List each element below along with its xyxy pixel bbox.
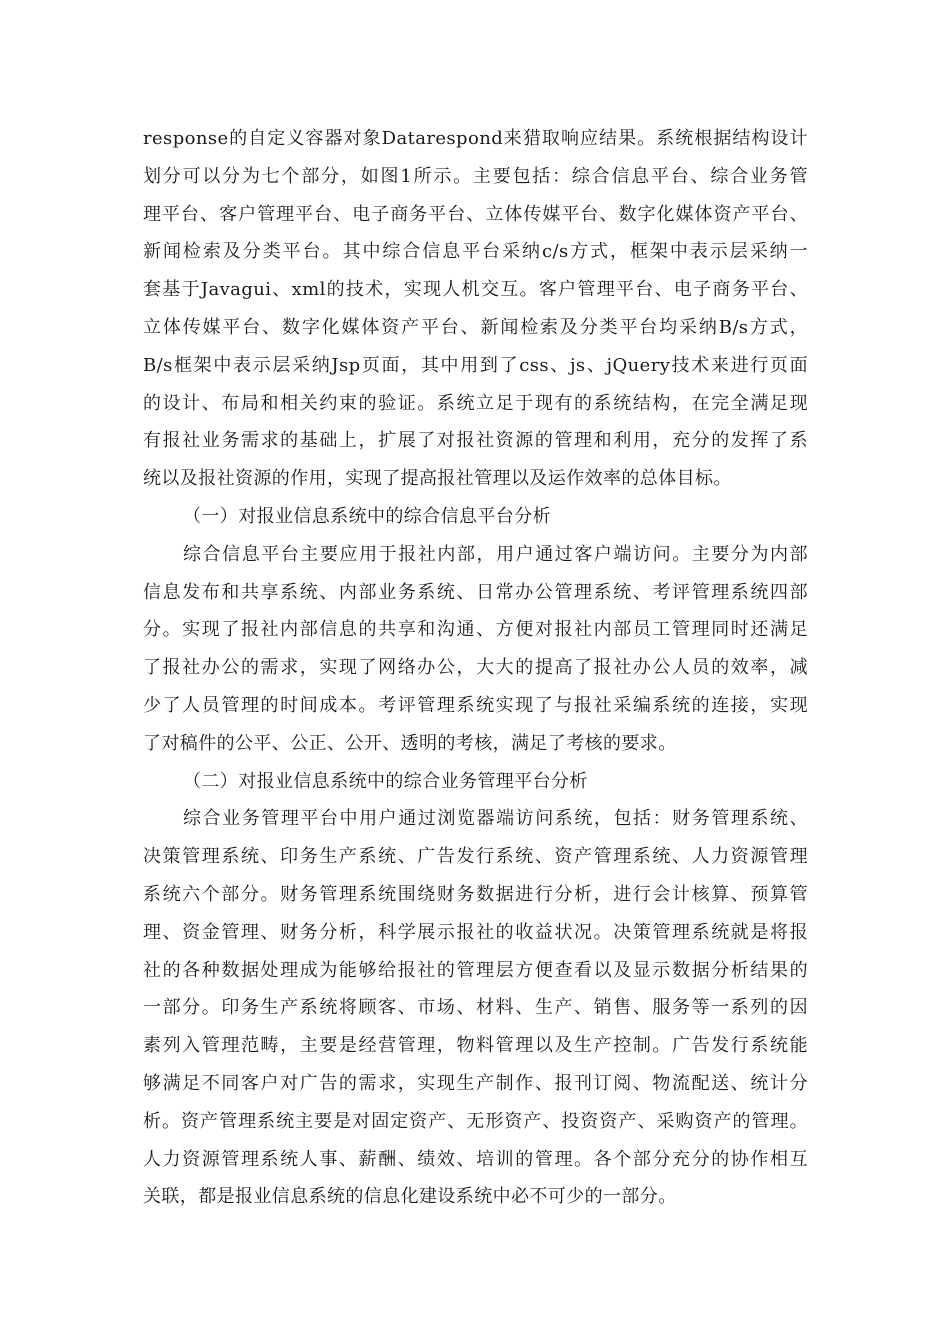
text-line: 分。实现了报社内部信息的共享和沟通、方便对报社内部员工管理同时还满足: [143, 619, 808, 641]
text-line: 析。资产管理系统主要是对固定资产、无形资产、投资资产、采购资产的管理。: [143, 1110, 808, 1132]
text-line: B/s框架中表示层采纳Jsp页面，其中用到了css、js、jQuery技术来进行页面: [143, 354, 808, 376]
text-line: 新闻检索及分类平台。其中综合信息平台采纳c/s方式，框架中表示层采纳一: [143, 241, 808, 263]
text-line: 少了人员管理的时间成本。考评管理系统实现了与报社采编系统的连接，实现: [143, 694, 808, 716]
text-line: 了报社办公的需求，实现了网络办公，大大的提高了报社办公人员的效率，减: [143, 657, 808, 679]
text-line: 有报社业务需求的基础上，扩展了对报社资源的管理和利用，充分的发挥了系: [143, 430, 808, 452]
text-line: 立体传媒平台、数字化媒体资产平台、新闻检索及分类平台均采纳B/s方式，: [143, 316, 808, 338]
text-line: 够满足不同客户对广告的需求，实现生产制作、报刊订阅、物流配送、统计分: [143, 1072, 808, 1094]
section-heading: （一）对报业信息系统中的综合信息平台分析: [183, 505, 551, 527]
text-line: 综合信息平台主要应用于报社内部，用户通过客户端访问。主要分为内部: [183, 543, 808, 565]
text-line: 社的各种数据处理成为能够给报社的管理层方便查看以及显示数据分析结果的: [143, 959, 808, 981]
text-line: response的自定义容器对象Datarespond来猎取响应结果。系统根据结构设计: [143, 128, 808, 149]
text-line: 信息发布和共享系统、内部业务系统、日常办公管理系统、考评管理系统四部: [143, 581, 808, 603]
section-heading: （二）对报业信息系统中的综合业务管理平台分析: [183, 770, 588, 792]
text-line: 综合业务管理平台中用户通过浏览器端访问系统，包括：财务管理系统、: [183, 808, 808, 830]
text-line: 理平台、客户管理平台、电子商务平台、立体传媒平台、数字化媒体资产平台、: [143, 203, 808, 225]
text-line: 理、资金管理、财务分析，科学展示报社的收益状况。决策管理系统就是将报: [143, 921, 808, 943]
body-text: [143, 120, 808, 1216]
text-line: 人力资源管理系统人事、薪酬、绩效、培训的管理。各个部分充分的协作相互: [143, 1148, 808, 1170]
text-line: 划分可以分为七个部分，如图1所示。主要包括：综合信息平台、综合业务管: [143, 165, 808, 187]
text-line: 决策管理系统、印务生产系统、广告发行系统、资产管理系统、人力资源管理: [143, 846, 808, 868]
text-line: 一部分。印务生产系统将顾客、市场、材料、生产、销售、服务等一系列的因: [143, 997, 808, 1019]
text-line: 的设计、布局和相关约束的验证。系统立足于现有的系统结构，在完全满足现: [143, 392, 808, 414]
text-line: 统以及报社资源的作用，实现了提高报社管理以及运作效率的总体目标。: [143, 468, 732, 490]
text-line: 关联，都是报业信息系统的信息化建设系统中必不可少的一部分。: [143, 1186, 677, 1208]
text-line: 系统六个部分。财务管理系统围绕财务数据进行分析，进行会计核算、预算管: [143, 883, 808, 905]
text-line: 套基于Javagui、xml的技术，实现人机交互。客户管理平台、电子商务平台、: [143, 279, 808, 301]
text-line: 了对稿件的公平、公正、公开、透明的考核，满足了考核的要求。: [143, 732, 677, 754]
text-line: 素列入管理范畴，主要是经营管理，物料管理以及生产控制。广告发行系统能: [143, 1035, 808, 1057]
